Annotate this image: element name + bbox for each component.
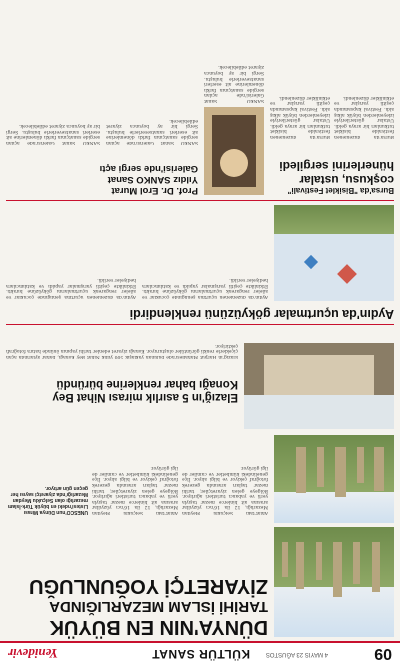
festival-body-col-2: Bursa'da düzenlenen festivalde bisiklet tutkunları bir araya geldi. Ustalar gösterileriyle izleyenlerden büyük alkış aldı. Festival kapsamında çeşitli yarışlar ve etkinlikler düzenlendi. (270, 94, 330, 139)
feature-headline-line-2: Konağı bahar renklerine büründü (56, 377, 238, 390)
main-headline-line-1: DÜNYA'NIN EN BÜYÜK (49, 616, 268, 638)
main-headline-line-2: TARİHİ İSLAM MEZARLIĞINDA (49, 598, 268, 615)
festival-body-col-1: Bursa'da düzenlenen festivalde bisiklet tutkunları bir araya geldi. Ustalar gösterileriyle izleyenlerden büyük alkış aldı. Festival kapsamında çeşitli yarışlar ve etkinlikler düzenlendi. (334, 94, 394, 139)
main-body-col-2: Ahlat'taki Selçuklu Meydan Mezarlığı, 12 ila 16'ncı yüzyıllar arasına ait binlerce mezar taşıyla yerli ve yabancı turistleri ağırlıyor. Bölgeye gelen ziyaretçiler, tarihi mezar taşları arasında gezerek fotoğraf çekiyor ve bilgi alıyor. İlçe genelindeki kümbetler ve camiler de ilgi görüyor. (92, 465, 178, 515)
kite-headline: Aydın'da uçurtmalar gökyüzünü renklendirdi (129, 307, 394, 321)
main-story (6, 519, 268, 637)
exhibition-story (6, 149, 198, 195)
exhibition-headline-line-3: Galerisi'nde sergi açtı (99, 163, 198, 175)
cemetery-photo-2 (274, 435, 394, 523)
festival-headline-line-3: hünerlerini sergiledi (279, 159, 394, 174)
divider-2 (6, 200, 394, 201)
issue-date: 4 MAYIS 23 AĞUSTOS (265, 651, 328, 657)
cemetery-photo-1 (274, 527, 394, 637)
konak-photo (244, 343, 394, 429)
exhibition-body-col-1: SANKO Sanat Galerisi'nde açılan sergide sanatçının farklı dönemlerine ait eserleri sanatseverlerle buluştu. Sergi bir ay boyunca ziyaret edilebilecek. (204, 64, 264, 103)
page-header (0, 641, 400, 665)
exhibition-headline-line-1: Prof. Dr. Erol Murat (111, 185, 198, 196)
section-title: KÜLTÜR SANAT (151, 647, 250, 661)
exhibition-body-col-3: SANKO Sanat Galerisi'nde açılan sergide sanatçının farklı dönemlerine ait eserleri sanatseverlerle buluştu. Sergi bir ay boyunca ziyaret edilebilecek. (6, 123, 100, 145)
painting-photo (204, 107, 264, 195)
festival-headline-line-1: Bursa'da "Bisiklet Festivali" (287, 186, 394, 195)
feature-story (6, 363, 238, 403)
feature-headline-line-1: Elazığ'ın 5 asırlık mirası Nihat Bey (52, 391, 238, 403)
main-intro: UNESCO'nun Dünya Mirası Listesi'ndeki en büyük Türk-İslam mezarlığı olan Selçuklu Meydan Mezarlığı'nda ziyaretçi sayısı her geçen gün artıyor. (7, 485, 88, 515)
newspaper-logo: Yenidevir (8, 646, 58, 661)
kite-body-col-2: Aydın'da düzenlenen uçurtma şenliğinde çocuklar ve aileler rengarenk uçurtmalarını gökyüzüne bıraktı. Etkinlikte çeşitli yarışmalar yapıldı ve katılımcılara hediyeler verildi. (6, 277, 136, 299)
exhibition-body-col-2: SANKO Sanat Galerisi'nde açılan sergide sanatçının farklı dönemlerine ait eserleri sanatseverlerle buluştu. Sergi bir ay boyunca ziyaret edilebilecek. (106, 117, 198, 145)
festival-headline-line-2: coşkusu, ustalar (299, 172, 394, 187)
feature-body: Elazığ'ın Harput Mahallesi'nde bulunan yaklaşık 500 yıllık Nihat Bey Konağı, bahar aylarında açan çiçeklerle renkli görüntüler oluşturuyor. Konağı ziyaret edenler tarihi yapının önünde hatıra fotoğrafı çektiriyor. (6, 342, 238, 359)
divider (6, 324, 394, 325)
kite-photo (274, 205, 394, 301)
main-body-col-1: Ahlat'taki Selçuklu Meydan Mezarlığı, 12 ila 16'ncı yüzyıllar arasına ait binlerce mezar taşıyla yerli ve yabancı turistleri ağırlıyor. Bölgeye gelen ziyaretçiler, tarihi mezar taşları arasında gezerek fotoğraf çekiyor ve bilgi alıyor. İlçe genelindeki kümbetler ve camiler de ilgi görüyor. (182, 465, 268, 515)
exhibition-headline-line-2: Yıldız SANKO Sanat (107, 174, 198, 186)
kite-body-col-1: Aydın'da düzenlenen uçurtma şenliğinde çocuklar ve aileler rengarenk uçurtmalarını gökyüzüne bıraktı. Etkinlikte çeşitli yarışmalar yapıldı ve katılımcılara hediyeler verildi. (142, 277, 268, 299)
main-story-text (6, 405, 268, 515)
main-headline-line-3: ZİYARETÇİ YOĞUNLUĞU (29, 575, 268, 598)
page-number: 09 (374, 645, 392, 662)
festival-story (270, 143, 394, 195)
